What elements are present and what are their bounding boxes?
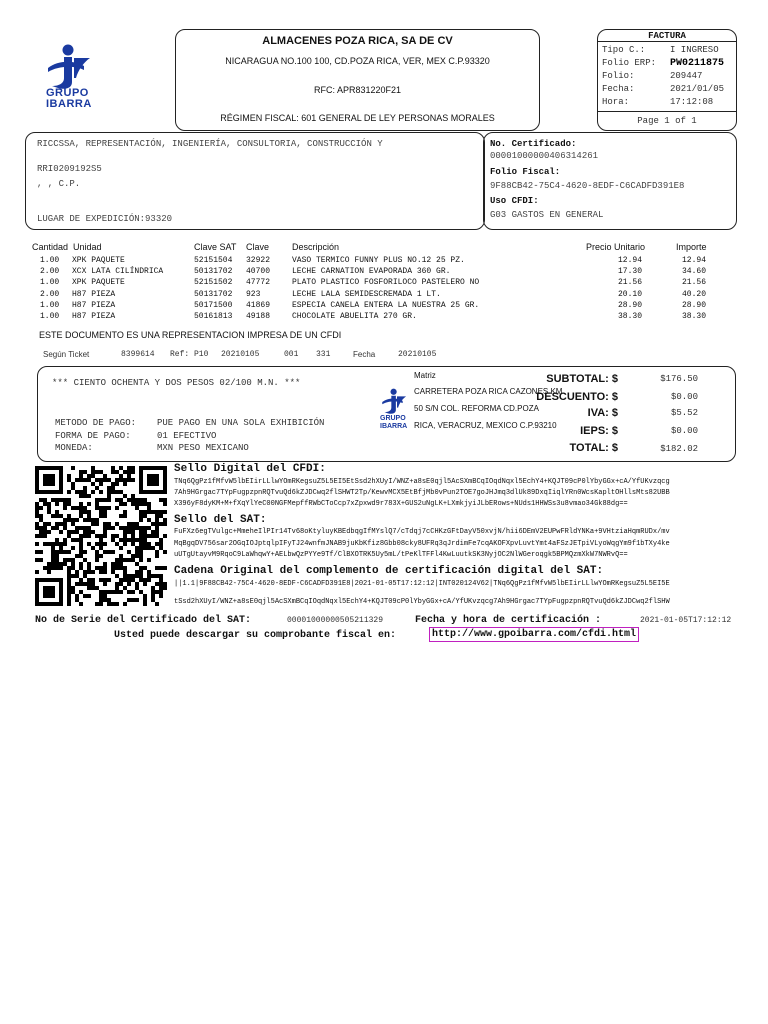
col-precio: Precio Unitario bbox=[586, 242, 646, 252]
cell-unidad: H87 PIEZA bbox=[72, 301, 116, 310]
cell-unidad: XPK PAQUETE bbox=[72, 256, 125, 265]
col-clave-sat: Clave SAT bbox=[194, 242, 237, 252]
sello-sat-label: Sello del SAT: bbox=[174, 514, 267, 526]
cfdi-download-link[interactable]: http://www.gpoibarra.com/cfdi.html bbox=[429, 627, 639, 642]
table-row bbox=[0, 278, 768, 289]
folio-erp-label: Folio ERP: bbox=[602, 58, 657, 68]
cell-cantidad: 1.00 bbox=[40, 312, 60, 321]
cell-importe: 28.90 bbox=[681, 301, 706, 310]
sello-cfdi-line: 7Ah9HGrgac7TYpFugpzpnRQTvuQd6kZJDCwq2flSHWT2Tp/KewvMCX5EtBfjMb0vPun2TOE7goJHJmq3dlUk89DxqIiqlYRn0WcsKapltOHllsMts82UBB bbox=[174, 489, 670, 497]
folio-label: Folio: bbox=[602, 71, 635, 81]
cadena-original-line: tSsd2hXUyI/WNZ+a8sE0qjl5AcSXmBCqIOqdNqxl5EchY4+KQJT09cP0lYbyGGx+cA/YfUKvzqcg7Ah9HGrgac7TYpFugpzpnRQTvuQd6kZJDCwq2flSHW bbox=[174, 598, 670, 606]
cell-importe: 34.60 bbox=[681, 267, 706, 276]
matriz-logo-text-grupo: GRUPO bbox=[380, 415, 406, 422]
cell-cantidad: 2.00 bbox=[40, 290, 60, 299]
cell-clave: 41869 bbox=[246, 301, 271, 310]
ref-value: 20210105 bbox=[221, 350, 260, 359]
cell-clave-sat: 52151502 bbox=[194, 278, 233, 287]
cell-cantidad: 1.00 bbox=[40, 278, 60, 287]
company-name: ALMACENES POZA RICA, SA DE CV bbox=[262, 35, 453, 47]
company-logo bbox=[44, 44, 104, 112]
cell-descripcion: VASO TERMICO FUNNY PLUS NO.12 25 PZ. bbox=[292, 256, 465, 265]
no-cert-label: No. Certificado: bbox=[490, 139, 577, 149]
iva-label: IVA: $ bbox=[587, 407, 618, 419]
hora-label: Hora: bbox=[602, 97, 630, 107]
ticket-v1: 001 bbox=[284, 350, 299, 359]
factura-title: FACTURA bbox=[648, 31, 686, 41]
sello-cfdi-line: X396yF8dyKM+M+fXqYlYeC00NGFMepffRWbCToCcp7xZpxwd9r783X+GUS2uNgLK+LXmkjyiJLbERows+NUds1HHWSs3u8vmao34Gk88dg== bbox=[174, 500, 628, 508]
col-clave: Clave bbox=[246, 242, 270, 252]
ieps-label: IEPS: $ bbox=[580, 425, 618, 437]
cadena-original-label: Cadena Original del complemento de certificación digital del SAT: bbox=[174, 565, 604, 577]
cell-unidad: XPK PAQUETE bbox=[72, 278, 125, 287]
matriz-address-1: CARRETERA POZA RICA CAZONES KM bbox=[414, 387, 563, 396]
table-row bbox=[0, 290, 768, 301]
cell-descripcion: LECHE LALA SEMIDESCREMADA 1 LT. bbox=[292, 290, 441, 299]
cell-cantidad: 1.00 bbox=[40, 301, 60, 310]
company-rfc: RFC: APR831220F21 bbox=[313, 85, 402, 95]
cell-descripcion: CHOCOLATE ABUELITA 270 GR. bbox=[292, 312, 417, 321]
matriz-address-3: RICA, VERACRUZ, MEXICO C.P.93210 bbox=[414, 421, 557, 430]
cell-descripcion: LECHE CARNATION EVAPORADA 360 GR. bbox=[292, 267, 451, 276]
cell-clave-sat: 50171500 bbox=[194, 301, 233, 310]
factura-page-divider bbox=[598, 111, 737, 112]
folio-erp-value: PW0211875 bbox=[670, 58, 725, 69]
tipo-label: Tipo C.: bbox=[602, 45, 646, 55]
table-row bbox=[0, 267, 768, 278]
cell-unidad: H87 PIEZA bbox=[72, 312, 116, 321]
cell-unidad: H87 PIEZA bbox=[72, 290, 116, 299]
col-unidad: Unidad bbox=[73, 242, 102, 252]
sello-cfdi-line: TNq6QgPz1fMfvW5lbEIirLLlwYOmRKegsuZ5L5EI5EtSsd2hXUyI/WNZ+a8sE0qjl5AcSXmBCqIOqdNqxl5EchY4+KQJT09cP0lYbyGGx+cA/YfUKvzqcg bbox=[174, 478, 670, 486]
cadena-original-line: ||1.1|9F88CB42-75C4-4620-8EDF-C6CADFD391E8|2021-01-05T17:12:12|INT020124V62|TNq6QgPz1fMfvW5lbEIirLLlwYOmRKegsuZ5L5EI5E bbox=[174, 580, 670, 588]
matriz-label: Matriz bbox=[414, 371, 436, 380]
logo-figure-icon bbox=[380, 386, 414, 418]
client-cp: , , C.P. bbox=[37, 179, 81, 189]
table-row bbox=[0, 256, 768, 267]
folio-fiscal-label: Folio Fiscal: bbox=[490, 167, 561, 177]
folio-value: 209447 bbox=[670, 71, 703, 81]
ieps-value: $0.00 bbox=[670, 426, 698, 436]
tipo-value: I INGRESO bbox=[670, 45, 719, 55]
col-descripcion: Descripción bbox=[292, 242, 340, 252]
ref-label: Ref: P10 bbox=[170, 350, 209, 359]
sello-sat-line: FuFXz6egTVulgc+MmeheIlPIr14Tv68oKtyluyKBEdbqgIfMYslQ7/cTdqj7cCHKzGFtDayV50xvjN/hii6DEmV2EUPwFRldYNKa+9VHtziaHqmRUDx/mv bbox=[174, 528, 670, 536]
cell-unidad: XCX LATA CILÍNDRICA bbox=[72, 267, 164, 276]
cell-clave: 923 bbox=[246, 290, 261, 299]
matriz-address-2: 50 S/N COL. REFORMA CD.POZA bbox=[414, 404, 539, 413]
ticket-line bbox=[0, 350, 768, 361]
company-address: NICARAGUA NO.100 100, CD.POZA RICA, VER, MEX C.P.93320 bbox=[225, 56, 490, 66]
cell-clave-sat: 50161813 bbox=[194, 312, 233, 321]
cell-clave: 47772 bbox=[246, 278, 271, 287]
logo-text-grupo: GRUPO bbox=[46, 87, 89, 99]
forma-pago-value: 01 EFECTIVO bbox=[157, 431, 217, 441]
cell-clave: 40700 bbox=[246, 267, 271, 276]
uso-cfdi-value: G03 GASTOS EN GENERAL bbox=[490, 210, 604, 220]
total-label: TOTAL: $ bbox=[569, 442, 618, 454]
cell-precio: 12.94 bbox=[617, 256, 642, 265]
descuento-value: $0.00 bbox=[670, 392, 698, 402]
lugar-expedicion: LUGAR DE EXPEDICIÓN:93320 bbox=[37, 214, 173, 224]
logo-text-ibarra: IBARRA bbox=[46, 98, 92, 110]
logo-figure-icon bbox=[44, 44, 104, 92]
company-regimen: RÉGIMEN FISCAL: 601 GENERAL DE LEY PERSONAS MORALES bbox=[220, 113, 495, 123]
hora-value: 17:12:08 bbox=[670, 97, 714, 107]
segun-ticket-value: 8399614 bbox=[121, 350, 155, 359]
subtotal-value: $176.50 bbox=[660, 374, 698, 384]
descarga-label: Usted puede descargar su comprobante fiscal en: bbox=[114, 630, 397, 641]
fecha-label: Fecha: bbox=[602, 84, 635, 94]
no-cert-value: 00001000000406314261 bbox=[490, 151, 599, 161]
cell-precio: 20.10 bbox=[617, 290, 642, 299]
cell-descripcion: PLATO PLASTICO FOSFORILOCO PASTELERO NO bbox=[292, 278, 480, 287]
total-value: $182.02 bbox=[660, 444, 698, 454]
folio-fiscal-value: 9F88CB42-75C4-4620-8EDF-C6CADFD391E8 bbox=[490, 181, 685, 191]
uso-cfdi-label: Uso CFDI: bbox=[490, 196, 539, 206]
cell-importe: 21.56 bbox=[681, 278, 706, 287]
serie-cert-value: 00001000000505211329 bbox=[287, 616, 384, 625]
col-importe: Importe bbox=[676, 242, 707, 252]
matriz-logo bbox=[380, 386, 414, 432]
cell-cantidad: 2.00 bbox=[40, 267, 60, 276]
table-row bbox=[0, 312, 768, 323]
cell-clave: 32922 bbox=[246, 256, 271, 265]
sello-sat-line: MqBgqDV756sar2OGqIOJptqlpIFyTJ24wnfmJNAB9juKbKfiz8Gbb08cky8UFRq3qJrdimFe7cqAKOFXpvLuvtYmt4aFSzJETpiVLyoWqgYm9f1bTXy4ke bbox=[174, 540, 670, 548]
qr-code-icon bbox=[35, 466, 167, 606]
serie-cert-label: No de Serie del Certificado del SAT: bbox=[35, 615, 252, 626]
sello-cfdi-label: Sello Digital del CFDI: bbox=[174, 463, 326, 475]
items-table-header bbox=[0, 242, 768, 254]
cell-precio: 38.30 bbox=[617, 312, 642, 321]
cell-descripcion: ESPECIA CANELA ENTERA LA NUESTRA 25 GR. bbox=[292, 301, 480, 310]
fecha-cert-label: Fecha y hora de certificación : bbox=[415, 615, 602, 626]
ticket-fecha-label: Fecha bbox=[353, 350, 376, 359]
table-row bbox=[0, 301, 768, 312]
cell-clave-sat: 50131702 bbox=[194, 290, 233, 299]
cell-importe: 12.94 bbox=[681, 256, 706, 265]
subtotal-label: SUBTOTAL: $ bbox=[546, 373, 618, 385]
client-name: RICCSSA, REPRESENTACIÓN, INGENIERÍA, CONSULTORIA, CONSTRUCCIÓN Y bbox=[37, 139, 383, 149]
cell-precio: 28.90 bbox=[617, 301, 642, 310]
cell-precio: 21.56 bbox=[617, 278, 642, 287]
metodo-pago-label: METODO DE PAGO: bbox=[55, 418, 137, 428]
cell-importe: 38.30 bbox=[681, 312, 706, 321]
cell-cantidad: 1.00 bbox=[40, 256, 60, 265]
cell-clave-sat: 52151504 bbox=[194, 256, 233, 265]
ticket-fecha-value: 20210105 bbox=[398, 350, 437, 359]
descuento-label: DESCUENTO: $ bbox=[536, 391, 618, 403]
cell-precio: 17.30 bbox=[617, 267, 642, 276]
segun-ticket-label: Según Ticket bbox=[43, 350, 90, 359]
fecha-value: 2021/01/05 bbox=[670, 84, 725, 94]
col-cantidad: Cantidad bbox=[32, 242, 69, 252]
representacion-impresa: ESTE DOCUMENTO ES UNA REPRESENTACION IMPRESA DE UN CFDI bbox=[39, 330, 342, 340]
metodo-pago-value: PUE PAGO EN UNA SOLA EXHIBICIÓN bbox=[157, 418, 325, 428]
moneda-label: MONEDA: bbox=[55, 443, 93, 453]
cell-importe: 40.20 bbox=[681, 290, 706, 299]
fecha-cert-value: 2021-01-05T17:12:12 bbox=[640, 616, 732, 625]
cell-clave-sat: 50131702 bbox=[194, 267, 233, 276]
iva-value: $5.52 bbox=[670, 408, 698, 418]
page-indicator: Page 1 of 1 bbox=[637, 116, 697, 126]
matriz-logo-text-ibarra: IBARRA bbox=[380, 423, 408, 430]
cell-clave: 49188 bbox=[246, 312, 271, 321]
sello-sat-line: uUTgUtayvM9RqoC9LaWhqwY+AELbwQzPYYe9Tf/ClBXOTRK5Uy5mL/tPeKlTFFl4KwLuutkSK3NyjOC2NlWGeroqgk5BPMQzmXkW7NWRvQ== bbox=[174, 551, 628, 559]
moneda-value: MXN PESO MEXICANO bbox=[157, 443, 249, 453]
amount-in-words: *** CIENTO OCHENTA Y DOS PESOS 02/100 M.N. *** bbox=[52, 378, 301, 388]
ticket-v2: 331 bbox=[316, 350, 331, 359]
client-rfc: RRI0209192S5 bbox=[37, 164, 102, 174]
factura-title-divider bbox=[598, 41, 737, 42]
forma-pago-label: FORMA DE PAGO: bbox=[55, 431, 131, 441]
